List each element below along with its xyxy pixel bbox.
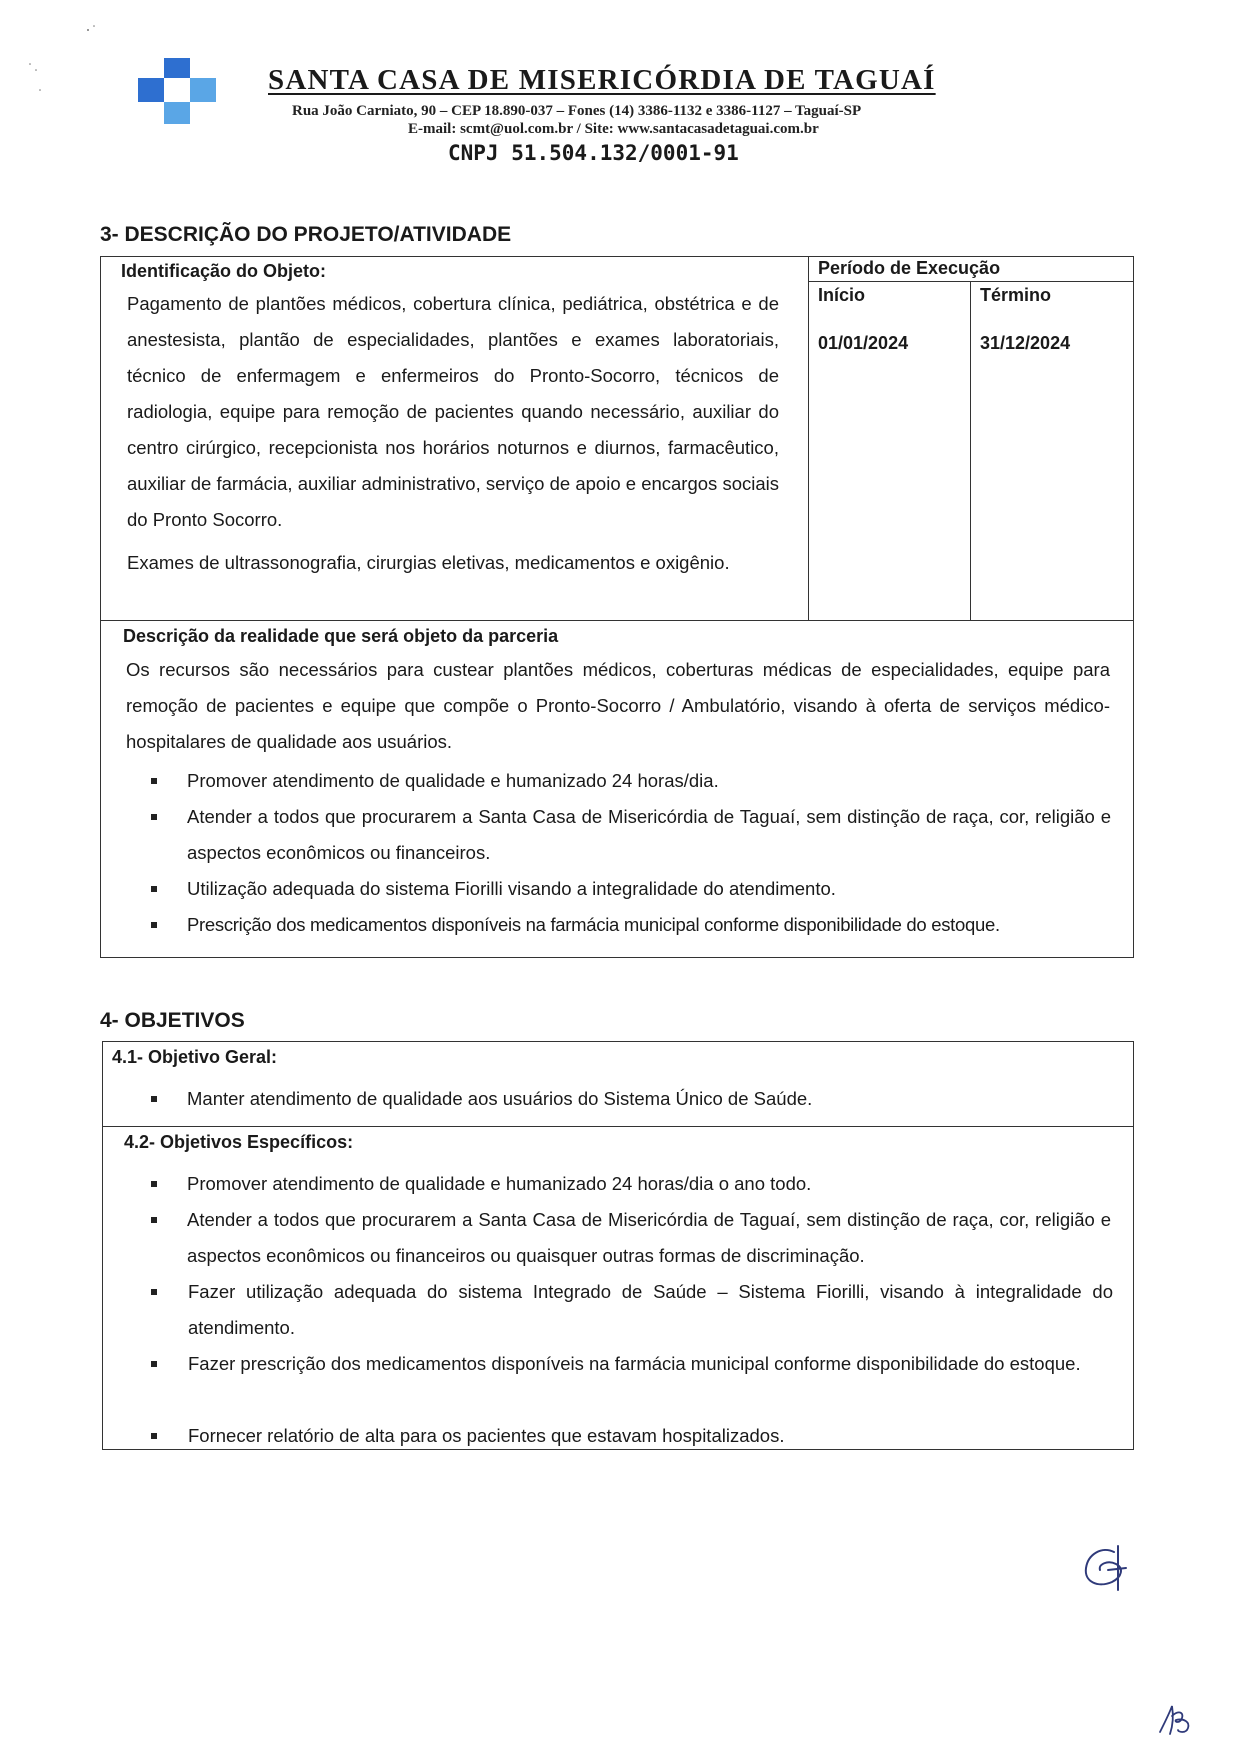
bullet-icon [151, 1433, 157, 1439]
end-date: 31/12/2024 [980, 333, 1071, 353]
list-item: Utilização adequada do sistema Fiorilli visando a integralidade do atendimento. [187, 878, 836, 899]
list-item: Fazer prescrição dos medicamentos disponíveis na farmácia municipal conforme disponibilidade do estoque. [188, 1353, 1081, 1374]
reality-label: Descrição da realidade que será objeto da parceria [123, 626, 559, 646]
table-divider [970, 281, 971, 621]
start-label: Início [818, 285, 866, 305]
bullet-icon [151, 814, 157, 820]
handwritten-initial-signature [1078, 1542, 1138, 1594]
institution-contact: E-mail: scmt@uol.com.br / Site: www.santacasadetaguai.com.br [408, 121, 819, 137]
list-item: Promover atendimento de qualidade e humanizado 24 horas/dia. [187, 770, 719, 791]
list-item: Atender a todos que procurarem a Santa Casa de Misericórdia de Taguaí, sem distinção de raça, cor, religião e aspectos econômicos ou financeiros. [187, 806, 1111, 863]
bullet-icon [151, 922, 157, 928]
end-label: Término [980, 285, 1052, 305]
list-item: Promover atendimento de qualidade e humanizado 24 horas/dia o ano todo. [187, 1173, 812, 1194]
list-item: Manter atendimento de qualidade aos usuários do Sistema Único de Saúde. [187, 1088, 813, 1109]
list-item: Atender a todos que procurarem a Santa Casa de Misericórdia de Taguaí, sem distinção de raça, cor, religião e aspectos econômicos ou financeiros ou quaisquer outras formas de discriminação. [187, 1209, 1111, 1266]
table-divider [808, 256, 809, 621]
hospital-cross-logo [138, 58, 216, 124]
bullet-icon [151, 886, 157, 892]
reality-text: Os recursos são necessários para custear plantões médicos, coberturas médicas de especialidades, equipe para remoção de pacientes e equipe que compõe o Pronto-Socorro / Ambulatório, visando à oferta de serviços médico-hospitalares de qualidade aos usuários. [126, 659, 1110, 752]
identification-text-2: Exames de ultrassonografia, cirurgias eletivas, medicamentos e oxigênio. [127, 552, 730, 573]
start-date: 01/01/2024 [818, 333, 909, 353]
section3-title: 3- DESCRIÇÃO DO PROJETO/ATIVIDADE [100, 223, 512, 246]
identification-label: Identificação do Objeto: [121, 261, 327, 281]
period-label: Período de Execução [818, 258, 1001, 278]
handwritten-rubric-signature [1156, 1700, 1200, 1740]
list-item: Prescrição dos medicamentos disponíveis na farmácia municipal conforme disponibilidade do estoque. [187, 914, 1000, 935]
general-objective-label: 4.1- Objetivo Geral: [112, 1047, 278, 1067]
bullet-icon [151, 778, 157, 784]
specific-objectives-label: 4.2- Objetivos Específicos: [124, 1132, 354, 1152]
bullet-icon [151, 1181, 157, 1187]
institution-address: Rua João Carniato, 90 – CEP 18.890-037 – Fones (14) 3386-1132 e 3386-1127 – Taguaí-SP [292, 103, 862, 119]
bullet-icon [151, 1289, 157, 1295]
scan-speck-marks [20, 20, 100, 100]
bullet-icon [151, 1361, 157, 1367]
bullet-icon [151, 1096, 157, 1102]
list-item: Fornecer relatório de alta para os pacientes que estavam hospitalizados. [188, 1425, 785, 1446]
table-divider [100, 620, 1134, 621]
section4-title: 4- OBJETIVOS [100, 1009, 245, 1032]
bullet-icon [151, 1217, 157, 1223]
identification-text: Pagamento de plantões médicos, cobertura clínica, pediátrica, obstétrica e de anestesista, plantão de especialidades, plantões e exames laboratoriais, técnico de enfermagem e enfermeiros do Pronto-Socorro, técnicos de radiologia, equipe para remoção de pacientes quando necessário, auxiliar do centro cirúrgico, recepcionista nos horários noturnos e diurnos, farmacêutico, auxiliar de farmácia, auxiliar administrativo, serviço de apoio e encargos sociais do Pronto Socorro. [127, 293, 779, 530]
institution-name: SANTA CASA DE MISERICÓRDIA DE TAGUAÍ [268, 64, 936, 96]
institution-cnpj: CNPJ 51.504.132/0001-91 [448, 141, 739, 165]
list-item: Fazer utilização adequada do sistema Integrado de Saúde – Sistema Fiorilli, visando à integralidade do atendimento. [188, 1281, 1113, 1338]
table-divider [808, 281, 1134, 282]
